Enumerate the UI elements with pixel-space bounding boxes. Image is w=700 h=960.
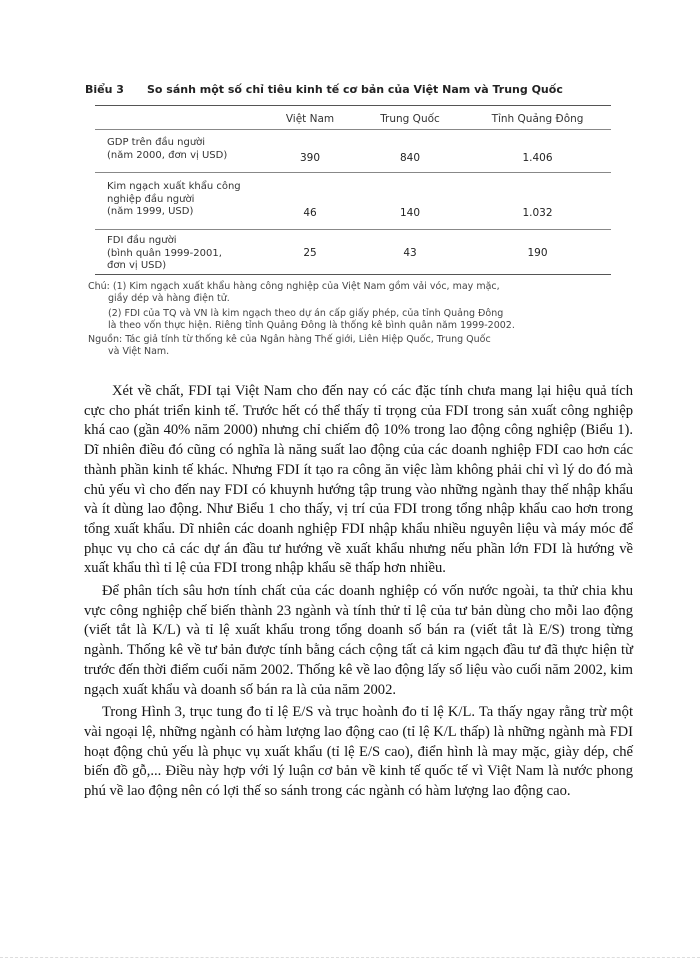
table-source (88, 334, 628, 359)
note-line: giầy dép và hàng điện tử. (108, 293, 230, 305)
note-line: (2) FDI của TQ và VN là kim ngạch theo dự án cấp giấy phép, của tỉnh Quảng Đông (108, 307, 504, 319)
row-label-line: GDP trên đầu người (107, 137, 206, 148)
table-cell: 190 (527, 247, 548, 259)
row-label-line: (bình quân 1999-2001, (107, 247, 222, 259)
note-1 (88, 281, 628, 306)
paragraph: Trong Hình 3, trục tung đo tỉ lệ E/S và trục hoành đo tỉ lệ K/L. Ta thấy ngay rằng trừ một vài ngoại lệ, những ngành có hàm lượng lao động cao (tỉ lệ K/L thấp) là những ngành mà FDI hoạt động chủ yếu là phục vụ xuất khẩu (tỉ lệ E/S cao), điển hình là may mặc, giày dép, chế biến đồ gỗ,... Điều này hợp với lý luận cơ bản về kinh tế quốc tế vì Việt Nam là nước phong phú về lao động nên có lợi thế so sánh trong các ngành có hàm lượng lao động cao. (84, 704, 633, 800)
header-divider (95, 129, 611, 130)
table-cell: 390 (299, 152, 321, 164)
table-cell: 140 (399, 207, 421, 219)
row-divider (95, 229, 611, 230)
body-text (84, 382, 633, 805)
row-label-line: FDI đầu người (107, 235, 177, 246)
table-row-label (107, 137, 227, 162)
table-cell: 43 (403, 247, 417, 259)
table-row-label (107, 181, 241, 219)
table-notes (88, 281, 628, 361)
row-label-line: (năm 2000, đơn vị USD) (107, 149, 228, 161)
table-caption (85, 83, 625, 96)
table-cell: 1.032 (522, 207, 553, 219)
note-line: Chú: (1) Kim ngạch xuất khẩu hàng công nghiệp của Việt Nam gồm vải vóc, may mặc, (88, 281, 500, 292)
table-cell: 1.406 (522, 152, 553, 164)
table-cell: 25 (303, 247, 317, 259)
table-title: So sánh một số chỉ tiêu kinh tế cơ bản của Việt Nam và Trung Quốc (147, 83, 563, 96)
paragraph: Để phân tích sâu hơn tính chất của các doanh nghiệp có vốn nước ngoài, ta thử chia khu vực công nghiệp chế biến thành 23 ngành và tính thử tỉ lệ của tư bản dùng cho mỗi lao động (viết tắt là K/L) và tỉ lệ xuất khẩu trong tổng doanh số bán ra (viết tắt là E/S) trong từng ngành. Thống kê về tư bản được tính bằng cách cộng tất cả kim ngạch đầu tư đã thực hiện từ trước đến thời điểm cuối năm 2002. Thống kê về lao động lấy số liệu vào cuối năm 2002, kim ngạch xuất khẩu và doanh số bán ra là của năm 2002. (84, 583, 633, 698)
column-header-vietnam: Việt Nam (285, 113, 335, 125)
table-top-rule (95, 105, 611, 106)
row-divider (95, 172, 611, 173)
paragraph: Xét về chất, FDI tại Việt Nam cho đến nay có các đặc tính chưa mang lại hiệu quả tích cực cho phát triển kinh tế. Trước hết có thể thấy tỉ trọng của FDI trong sản xuất công nghiệp khá cao (gần 40% năm 2000) nhưng chỉ chiếm độ 10% trong lao động công nghiệp (Biểu 1). Dĩ nhiên điều đó cũng có nghĩa là năng suất lao động của các doanh nghiệp FDI cao hơn các thành phần kinh tế khác. Nhưng FDI ít tạo ra công ăn việc làm không phải chỉ vì lý do đó mà chủ yếu vì cho đến nay FDI có khuynh hướng tập trung vào những ngành thay thế nhập khẩu và ít dùng lao động. Như Biểu 1 cho thấy, vị trí của FDI trong tổng nhập khẩu cao hơn trong tổng xuất khẩu. Dĩ nhiên các doanh nghiệp FDI nhập khẩu nhiều nguyên liệu và máy móc để phục vụ cho cả các dự án đầu tư hướng về xuất khẩu nhưng nếu phần lớn FDI là hướng về xuất khẩu thì tỉ lệ của FDI trong nhập khẩu sẽ thấp hơn nhiều. (84, 383, 633, 577)
column-header-china: Trung Quốc (380, 113, 440, 125)
row-label-line: (năm 1999, USD) (107, 206, 194, 217)
table-bottom-rule (95, 274, 611, 275)
table-cell: 46 (303, 207, 317, 219)
note-line: và Việt Nam. (108, 346, 170, 358)
note-line: là theo vốn thực hiện. Riêng tỉnh Quảng Đông là thống kê bình quân năm 1999-2002. (108, 319, 515, 331)
column-header-guangdong: Tỉnh Quảng Đông (491, 113, 584, 125)
row-label-line: Kim ngạch xuất khẩu công (107, 181, 241, 192)
table-row-label (107, 235, 222, 273)
row-label-line: nghiệp đầu người (107, 193, 195, 205)
table-cell: 840 (399, 152, 421, 164)
row-label-line: đơn vị USD) (107, 260, 167, 271)
note-2 (88, 308, 628, 333)
page-bottom-border (0, 957, 700, 958)
table-label: Biểu 3 (85, 83, 124, 96)
note-line: Nguồn: Tác giả tính từ thống kê của Ngân hàng Thế giới, Liên Hiệp Quốc, Trung Quốc (88, 334, 491, 346)
